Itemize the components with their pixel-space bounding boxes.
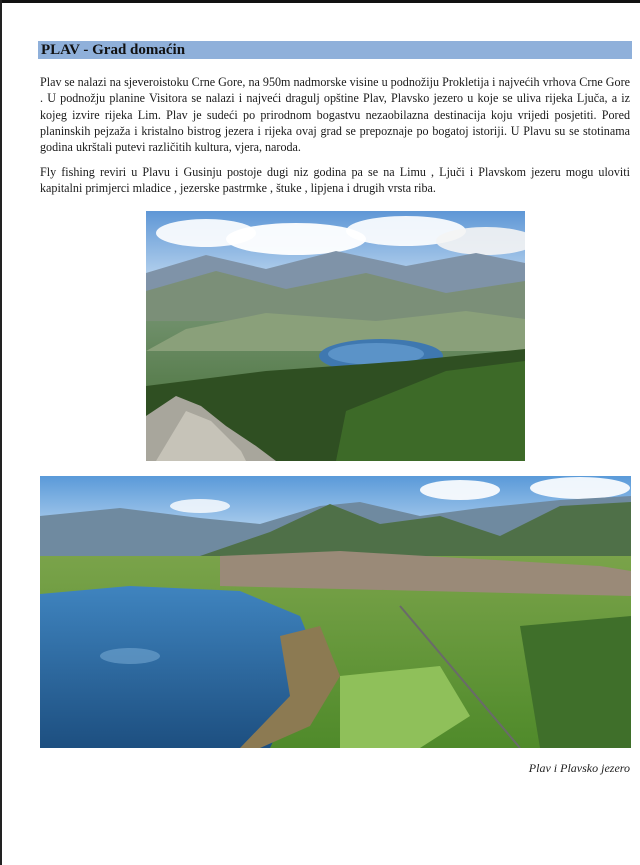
town-lake-aerial-photo (40, 476, 631, 748)
page-title: PLAV - Grad domaćin (38, 41, 632, 59)
fishing-paragraph: Fly fishing reviri u Plavu i Gusinju postoje dugi niz godina pa se na Limu , Ljuči i Plavskom jezeru mogu uloviti kapitalni primjerci mladice , jezerske pastrmke , štuke , lipjena i drugih vrsta riba. (40, 165, 630, 196)
photo-caption: Plav i Plavsko jezero (528, 761, 630, 775)
intro-paragraph: Plav se nalazi na sjeveroistoku Crne Gore, na 950m nadmorske visine u podnožiju Prokletija i najvećih vrhova Crne Gore . U podnožju planine Visitora se nalazi i najveći dragulj opštine Plav, Plavsko jezero u koje se uliva rijeka Ljuča, a iz kojeg izvire rijeka Lim. Plav je sudeći po prirodnom bogastvu nezaobilazna destinacija koju vrijedi posjetiti. Pored planinskih pejzaža i kristalno bistrog jezera i rijeka ovaj grad se prepoznaje po bogatoj istoriji. U Plavu su se stotinama godina ukrštali putevi različitih kultura, vjera, naroda. (40, 75, 630, 155)
left-border (0, 0, 2, 865)
top-border (0, 0, 640, 3)
mountain-lake-photo (146, 211, 525, 461)
